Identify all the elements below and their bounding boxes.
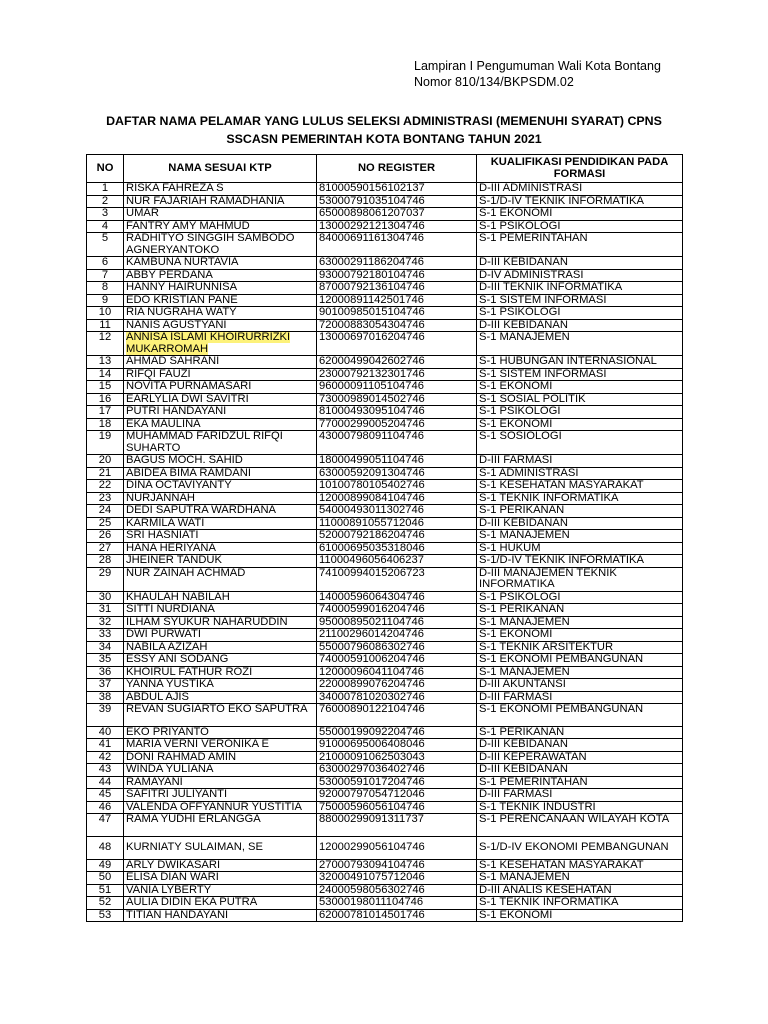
applicant-name: ESSY ANI SODANG bbox=[124, 654, 317, 667]
register-number: 24000598056302746 bbox=[317, 884, 477, 897]
qualification: S-1 PERIKANAN bbox=[477, 604, 683, 617]
applicant-name: PUTRI HANDAYANI bbox=[124, 406, 317, 419]
row-number: 21 bbox=[87, 467, 124, 480]
table-row bbox=[87, 751, 683, 764]
column-header-register: NO REGISTER bbox=[317, 155, 477, 183]
register-number: 93000792180104746 bbox=[317, 269, 477, 282]
register-number: 75000596056104746 bbox=[317, 801, 477, 814]
applicant-name: AHMAD SAHRANI bbox=[124, 356, 317, 369]
applicant-name: AULIA DIDIN EKA PUTRA bbox=[124, 897, 317, 910]
applicant-name: ABBY PERDANA bbox=[124, 269, 317, 282]
qualification: S-1 HUBUNGAN INTERNASIONAL bbox=[477, 356, 683, 369]
qualification: S-1 PERENCANAAN WILAYAH KOTA bbox=[477, 814, 683, 837]
qualification: S-1 KESEHATAN MASYARAKAT bbox=[477, 480, 683, 493]
qualification: D-III AKUNTANSI bbox=[477, 679, 683, 692]
table-row bbox=[87, 319, 683, 332]
qualification: S-1/D-IV TEKNIK INFORMATIKA bbox=[477, 555, 683, 568]
row-number: 13 bbox=[87, 356, 124, 369]
qualification: S-1 MANAJEMEN bbox=[477, 666, 683, 679]
table-row bbox=[87, 666, 683, 679]
qualification: D-III KEBIDANAN bbox=[477, 257, 683, 270]
title-line-2: SSCASN PEMERINTAH KOTA BONTANG TAHUN 2021 bbox=[226, 132, 542, 146]
table-row bbox=[87, 393, 683, 406]
register-number: 13000697016204746 bbox=[317, 332, 477, 356]
register-number: 13000292121304746 bbox=[317, 220, 477, 233]
qualification: S-1 TEKNIK INDUSTRI bbox=[477, 801, 683, 814]
register-number: 12000899084104746 bbox=[317, 492, 477, 505]
row-number: 14 bbox=[87, 368, 124, 381]
row-number: 48 bbox=[87, 836, 124, 859]
applicant-name: SAFITRI JULIYANTI bbox=[124, 789, 317, 802]
qualification: S-1 MANAJEMEN bbox=[477, 530, 683, 543]
register-number: 23000792132301746 bbox=[317, 368, 477, 381]
register-number: 62000499042602746 bbox=[317, 356, 477, 369]
table-row bbox=[87, 257, 683, 270]
register-number: 72000883054304746 bbox=[317, 319, 477, 332]
row-number: 43 bbox=[87, 764, 124, 777]
column-header-no: NO bbox=[87, 155, 124, 183]
row-number: 40 bbox=[87, 726, 124, 739]
applicant-name: DONI RAHMAD AMIN bbox=[124, 751, 317, 764]
table-row bbox=[87, 789, 683, 802]
table-row bbox=[87, 764, 683, 777]
table-row bbox=[87, 406, 683, 419]
register-number: 76000890122104746 bbox=[317, 704, 477, 727]
table-row bbox=[87, 368, 683, 381]
qualification: D-III KEBIDANAN bbox=[477, 319, 683, 332]
applicant-name: UMAR bbox=[124, 208, 317, 221]
table-row bbox=[87, 872, 683, 885]
register-number: 61000695035318046 bbox=[317, 542, 477, 555]
register-number: 21000091062503043 bbox=[317, 751, 477, 764]
applicant-name: VANIA LYBERTY bbox=[124, 884, 317, 897]
applicant-name bbox=[124, 332, 317, 356]
table-row bbox=[87, 629, 683, 642]
table-row bbox=[87, 505, 683, 518]
table-row bbox=[87, 641, 683, 654]
qualification: D-III KEPERAWATAN bbox=[477, 751, 683, 764]
table-row bbox=[87, 294, 683, 307]
register-number: 54000493011302746 bbox=[317, 505, 477, 518]
qualification: D-III ANALIS KESEHATAN bbox=[477, 884, 683, 897]
register-number: 27000793094104746 bbox=[317, 859, 477, 872]
register-number: 12000299056104746 bbox=[317, 836, 477, 859]
qualification: S-1 SOSIAL POLITIK bbox=[477, 393, 683, 406]
applicant-name: KARMILA WATI bbox=[124, 517, 317, 530]
applicant-name: EKO PRIYANTO bbox=[124, 726, 317, 739]
applicant-name: RIA NUGRAHA WATY bbox=[124, 307, 317, 320]
qualification: D-IV ADMINISTRASI bbox=[477, 269, 683, 282]
row-number: 42 bbox=[87, 751, 124, 764]
row-number: 49 bbox=[87, 859, 124, 872]
applicant-name: NURJANNAH bbox=[124, 492, 317, 505]
table-row bbox=[87, 567, 683, 591]
table-row bbox=[87, 801, 683, 814]
applicant-name: ARLY DWIKASARI bbox=[124, 859, 317, 872]
row-number: 27 bbox=[87, 542, 124, 555]
row-number: 39 bbox=[87, 704, 124, 727]
table-row bbox=[87, 492, 683, 505]
applicant-name: NANIS AGUSTYANI bbox=[124, 319, 317, 332]
qualification: D-III TEKNIK INFORMATIKA bbox=[477, 282, 683, 295]
applicant-name: BAGUS MOCH. SAHID bbox=[124, 455, 317, 468]
table-row bbox=[87, 208, 683, 221]
table-row bbox=[87, 517, 683, 530]
row-number: 23 bbox=[87, 492, 124, 505]
table-row bbox=[87, 269, 683, 282]
register-number: 43000798091104746 bbox=[317, 431, 477, 455]
row-number: 52 bbox=[87, 897, 124, 910]
qualification: D-III FARMASI bbox=[477, 789, 683, 802]
register-number: 55000199092204746 bbox=[317, 726, 477, 739]
qualification: S-1 EKONOMI bbox=[477, 381, 683, 394]
register-number: 22000899076204746 bbox=[317, 679, 477, 692]
attachment-reference bbox=[414, 58, 661, 90]
table-row bbox=[87, 332, 683, 356]
table-body bbox=[87, 183, 683, 922]
qualification: S-1 PSIKOLOGI bbox=[477, 591, 683, 604]
register-number: 77000299005204746 bbox=[317, 418, 477, 431]
row-number: 8 bbox=[87, 282, 124, 295]
row-number: 35 bbox=[87, 654, 124, 667]
applicant-name: FANTRY AMY MAHMUD bbox=[124, 220, 317, 233]
row-number: 41 bbox=[87, 739, 124, 752]
register-number: 74000599016204746 bbox=[317, 604, 477, 617]
table-row bbox=[87, 555, 683, 568]
column-header-qualification: KUALIFIKASI PENDIDIKAN PADA FORMASI bbox=[477, 155, 683, 183]
applicant-name: HANNY HAIRUNNISA bbox=[124, 282, 317, 295]
register-number: 84000691161304746 bbox=[317, 233, 477, 257]
table-row bbox=[87, 691, 683, 704]
register-number: 32000491075712046 bbox=[317, 872, 477, 885]
qualification: S-1 EKONOMI bbox=[477, 629, 683, 642]
row-number: 38 bbox=[87, 691, 124, 704]
register-number: 92000797054712046 bbox=[317, 789, 477, 802]
applicant-table bbox=[86, 154, 683, 922]
qualification: D-III KEBIDANAN bbox=[477, 764, 683, 777]
qualification: D-III FARMASI bbox=[477, 455, 683, 468]
register-number: 65000898061207037 bbox=[317, 208, 477, 221]
register-number: 18000499051104746 bbox=[317, 455, 477, 468]
table-row bbox=[87, 679, 683, 692]
applicant-name: ABDUL AJIS bbox=[124, 691, 317, 704]
row-number: 36 bbox=[87, 666, 124, 679]
table-row bbox=[87, 356, 683, 369]
qualification: S-1/D-IV TEKNIK INFORMATIKA bbox=[477, 195, 683, 208]
register-number: 63000291186204746 bbox=[317, 257, 477, 270]
qualification: S-1 TEKNIK INFORMATIKA bbox=[477, 492, 683, 505]
table-row bbox=[87, 307, 683, 320]
qualification: S-1 EKONOMI bbox=[477, 909, 683, 922]
table-row bbox=[87, 431, 683, 455]
register-number: 10100780105402746 bbox=[317, 480, 477, 493]
qualification: S-1 PSIKOLOGI bbox=[477, 220, 683, 233]
applicant-name: REVAN SUGIARTO EKO SAPUTRA bbox=[124, 704, 317, 727]
applicant-name: ABIDEA BIMA RAMDANI bbox=[124, 467, 317, 480]
row-number: 26 bbox=[87, 530, 124, 543]
row-number: 25 bbox=[87, 517, 124, 530]
attachment-line-1: Lampiran I Pengumuman Wali Kota Bontang bbox=[414, 59, 661, 73]
row-number: 16 bbox=[87, 393, 124, 406]
applicant-name: VALENDA OFFYANNUR YUSTITIA bbox=[124, 801, 317, 814]
row-number: 46 bbox=[87, 801, 124, 814]
qualification: S-1 MANAJEMEN bbox=[477, 616, 683, 629]
applicant-name: SITTI NURDIANA bbox=[124, 604, 317, 617]
applicant-name: RAMA YUDHI ERLANGGA bbox=[124, 814, 317, 837]
row-number: 10 bbox=[87, 307, 124, 320]
applicant-name: NOVITA PURNAMASARI bbox=[124, 381, 317, 394]
row-number: 15 bbox=[87, 381, 124, 394]
register-number: 88000299091311737 bbox=[317, 814, 477, 837]
applicant-name: JHEINER TANDUK bbox=[124, 555, 317, 568]
table-row bbox=[87, 726, 683, 739]
table-row bbox=[87, 616, 683, 629]
row-number: 47 bbox=[87, 814, 124, 837]
attachment-line-2: Nomor 810/134/BKPSDM.02 bbox=[414, 75, 574, 89]
register-number: 55000796086302746 bbox=[317, 641, 477, 654]
register-number: 53000591017204746 bbox=[317, 776, 477, 789]
register-number: 63000592091304746 bbox=[317, 467, 477, 480]
qualification: S-1 PSIKOLOGI bbox=[477, 406, 683, 419]
document-title bbox=[40, 112, 728, 148]
register-number: 34000781020302746 bbox=[317, 691, 477, 704]
row-number: 12 bbox=[87, 332, 124, 356]
register-number: 81000590156102137 bbox=[317, 183, 477, 196]
applicant-name: RISKA FAHREZA S bbox=[124, 183, 317, 196]
highlighted-name: ANNISA ISLAMI KHOIRURRIZKI MUKARROMAH bbox=[126, 331, 291, 355]
qualification: S-1/D-IV EKONOMI PEMBANGUNAN bbox=[477, 836, 683, 859]
register-number: 53000791035104746 bbox=[317, 195, 477, 208]
row-number: 3 bbox=[87, 208, 124, 221]
qualification: D-III KEBIDANAN bbox=[477, 739, 683, 752]
table-row bbox=[87, 220, 683, 233]
qualification: S-1 EKONOMI PEMBANGUNAN bbox=[477, 654, 683, 667]
register-number: 95000895021104746 bbox=[317, 616, 477, 629]
register-number: 14000596064304746 bbox=[317, 591, 477, 604]
row-number: 2 bbox=[87, 195, 124, 208]
row-number: 33 bbox=[87, 629, 124, 642]
row-number: 18 bbox=[87, 418, 124, 431]
row-number: 6 bbox=[87, 257, 124, 270]
row-number: 53 bbox=[87, 909, 124, 922]
applicant-name: KURNIATY SULAIMAN, SE bbox=[124, 836, 317, 859]
register-number: 81000493095104746 bbox=[317, 406, 477, 419]
applicant-name: NUR FAJARIAH RAMADHANIA bbox=[124, 195, 317, 208]
qualification: D-III KEBIDANAN bbox=[477, 517, 683, 530]
qualification: S-1 SOSIOLOGI bbox=[477, 431, 683, 455]
table-row bbox=[87, 604, 683, 617]
table-header-row bbox=[87, 155, 683, 183]
qualification: S-1 PEMERINTAHAN bbox=[477, 233, 683, 257]
applicant-name: ELISA DIAN WARI bbox=[124, 872, 317, 885]
register-number: 11000891055712046 bbox=[317, 517, 477, 530]
row-number: 19 bbox=[87, 431, 124, 455]
row-number: 22 bbox=[87, 480, 124, 493]
applicant-name: EARLYLIA DWI SAVITRI bbox=[124, 393, 317, 406]
table-row bbox=[87, 183, 683, 196]
qualification: S-1 MANAJEMEN bbox=[477, 332, 683, 356]
qualification: S-1 SISTEM INFORMASI bbox=[477, 368, 683, 381]
register-number: 90100985015104746 bbox=[317, 307, 477, 320]
table-row bbox=[87, 897, 683, 910]
qualification: S-1 SISTEM INFORMASI bbox=[477, 294, 683, 307]
applicant-name: SRI HASNIATI bbox=[124, 530, 317, 543]
table-row bbox=[87, 776, 683, 789]
row-number: 24 bbox=[87, 505, 124, 518]
applicant-name: TITIAN HANDAYANI bbox=[124, 909, 317, 922]
applicant-name: HANA HERIYANA bbox=[124, 542, 317, 555]
qualification: S-1 HUKUM bbox=[477, 542, 683, 555]
applicant-name: DEDI SAPUTRA WARDHANA bbox=[124, 505, 317, 518]
applicant-name: ILHAM SYUKUR NAHARUDDIN bbox=[124, 616, 317, 629]
applicant-name: MARIA VERNI VERONIKA E bbox=[124, 739, 317, 752]
table-row bbox=[87, 654, 683, 667]
row-number: 51 bbox=[87, 884, 124, 897]
row-number: 9 bbox=[87, 294, 124, 307]
row-number: 1 bbox=[87, 183, 124, 196]
applicant-name: KHOIRUL FATHUR ROZI bbox=[124, 666, 317, 679]
row-number: 17 bbox=[87, 406, 124, 419]
row-number: 31 bbox=[87, 604, 124, 617]
table-row bbox=[87, 455, 683, 468]
row-number: 28 bbox=[87, 555, 124, 568]
register-number: 87000792136104746 bbox=[317, 282, 477, 295]
register-number: 53000198011104746 bbox=[317, 897, 477, 910]
register-number: 52000792186204746 bbox=[317, 530, 477, 543]
applicant-name: RIFQI FAUZI bbox=[124, 368, 317, 381]
applicant-name: RADHITYO SINGGIH SAMBODO AGNERYANTOKO bbox=[124, 233, 317, 257]
register-number: 12000096041104746 bbox=[317, 666, 477, 679]
table-row bbox=[87, 195, 683, 208]
register-number: 96000091105104746 bbox=[317, 381, 477, 394]
applicant-name: WINDA YULIANA bbox=[124, 764, 317, 777]
applicant-name: EKA MAULINA bbox=[124, 418, 317, 431]
row-number: 20 bbox=[87, 455, 124, 468]
qualification: S-1 TEKNIK ARSITEKTUR bbox=[477, 641, 683, 654]
register-number: 74000591006204746 bbox=[317, 654, 477, 667]
column-header-name: NAMA SESUAI KTP bbox=[124, 155, 317, 183]
register-number: 12000891142501746 bbox=[317, 294, 477, 307]
table-row bbox=[87, 859, 683, 872]
applicant-name: NUR ZAINAH ACHMAD bbox=[124, 567, 317, 591]
table-row bbox=[87, 282, 683, 295]
table-row bbox=[87, 233, 683, 257]
register-number: 73000989014502746 bbox=[317, 393, 477, 406]
table-row bbox=[87, 836, 683, 859]
applicant-name: NABILA AZIZAH bbox=[124, 641, 317, 654]
register-number: 21100296014204746 bbox=[317, 629, 477, 642]
row-number: 32 bbox=[87, 616, 124, 629]
row-number: 44 bbox=[87, 776, 124, 789]
qualification: S-1 MANAJEMEN bbox=[477, 872, 683, 885]
table-row bbox=[87, 542, 683, 555]
title-line-1: DAFTAR NAMA PELAMAR YANG LULUS SELEKSI ADMINISTRASI (MEMENUHI SYARAT) CPNS bbox=[106, 114, 662, 128]
applicant-name: KHAULAH NABILAH bbox=[124, 591, 317, 604]
qualification: D-III MANAJEMEN TEKNIK INFORMATIKA bbox=[477, 567, 683, 591]
row-number: 4 bbox=[87, 220, 124, 233]
qualification: S-1 ADMINISTRASI bbox=[477, 467, 683, 480]
qualification: S-1 EKONOMI PEMBANGUNAN bbox=[477, 704, 683, 727]
table-row bbox=[87, 739, 683, 752]
applicant-name: RAMAYANI bbox=[124, 776, 317, 789]
table-row bbox=[87, 884, 683, 897]
table-row bbox=[87, 381, 683, 394]
applicant-name: YANNA YUSTIKA bbox=[124, 679, 317, 692]
applicant-name: KAMBUNA NURTAVIA bbox=[124, 257, 317, 270]
register-number: 63000297036402746 bbox=[317, 764, 477, 777]
qualification: S-1 EKONOMI bbox=[477, 208, 683, 221]
table-row bbox=[87, 467, 683, 480]
table-row bbox=[87, 418, 683, 431]
row-number: 11 bbox=[87, 319, 124, 332]
qualification: D-III ADMINISTRASI bbox=[477, 183, 683, 196]
qualification: S-1 EKONOMI bbox=[477, 418, 683, 431]
register-number: 74100994015206723 bbox=[317, 567, 477, 591]
qualification: S-1 PERIKANAN bbox=[477, 505, 683, 518]
row-number: 50 bbox=[87, 872, 124, 885]
qualification: S-1 TEKNIK INFORMATIKA bbox=[477, 897, 683, 910]
register-number: 91000695006408046 bbox=[317, 739, 477, 752]
row-number: 45 bbox=[87, 789, 124, 802]
row-number: 30 bbox=[87, 591, 124, 604]
row-number: 37 bbox=[87, 679, 124, 692]
qualification: S-1 KESEHATAN MASYARAKAT bbox=[477, 859, 683, 872]
row-number: 34 bbox=[87, 641, 124, 654]
row-number: 29 bbox=[87, 567, 124, 591]
qualification: S-1 PEMERINTAHAN bbox=[477, 776, 683, 789]
table-row bbox=[87, 480, 683, 493]
table-row bbox=[87, 530, 683, 543]
row-number: 5 bbox=[87, 233, 124, 257]
applicant-name: DWI PURWATI bbox=[124, 629, 317, 642]
table-row bbox=[87, 909, 683, 922]
table-row bbox=[87, 591, 683, 604]
applicant-name: EDO KRISTIAN PANE bbox=[124, 294, 317, 307]
qualification: S-1 PERIKANAN bbox=[477, 726, 683, 739]
applicant-name: MUHAMMAD FARIDZUL RIFQI SUHARTO bbox=[124, 431, 317, 455]
register-number: 11000496056406237 bbox=[317, 555, 477, 568]
register-number: 62000781014501746 bbox=[317, 909, 477, 922]
table-row bbox=[87, 814, 683, 837]
row-number: 7 bbox=[87, 269, 124, 282]
applicant-name: DINA OCTAVIYANTY bbox=[124, 480, 317, 493]
qualification: D-III FARMASI bbox=[477, 691, 683, 704]
table-row bbox=[87, 704, 683, 727]
qualification: S-1 PSIKOLOGI bbox=[477, 307, 683, 320]
